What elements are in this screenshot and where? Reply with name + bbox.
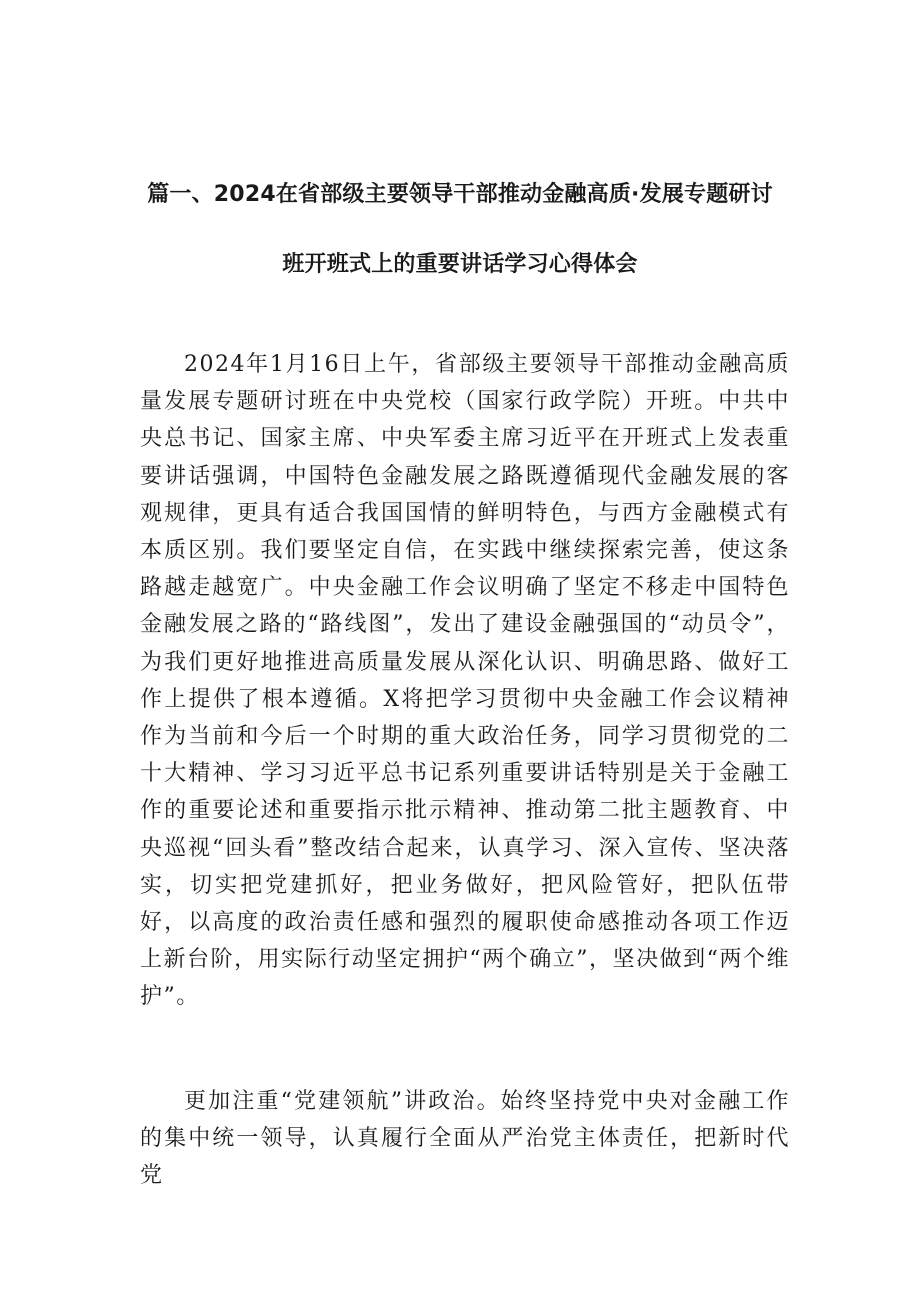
document-title-line-2: 班开班式上的重要讲话学习心得体会 <box>282 252 638 277</box>
document-title-line-1: 篇一、2024在省部级主要领导干部推动金融高质·发展专题研讨 <box>147 182 773 207</box>
body-paragraph-1: 2024年1月16日上午，省部级主要领导干部推动金融高质量发展专题研讨班在中央党校（国家行政学院）开班。中共中央总书记、国家主席、中央军委主席习近平在开班式上发表重要讲话强调，中国特色金融发展之路既遵循现代金融发展的客观规律，更具有适合我国国情的鲜明特色，与西方金融模式有本质区别。我们要坚定自信，在实践中继续探索完善，使这条路越走越宽广。中央金融工作会议明确了坚定不移走中国特色金融发展之路的“路线图”，发出了建设金融强国的“动员令”，为我们更好地推进高质量发展从深化认识、明确思路、做好工作上提供了根本遵循。X将把学习贯彻中央金融工作会议精神作为当前和今后一个时期的重大政治任务，同学习贯彻党的二十大精神、学习习近平总书记系列重要讲话特别是关于金融工作的重要论述和重要指示批示精神、推动第二批主题教育、中央巡视“回头看”整改结合起来，认真学习、深入宣传、坚决落实，切实把党建抓好，把业务做好，把风险管好，把队伍带好，以高度的政治责任感和强烈的履职使命感推动各项工作迈上新台阶，用实际行动坚定拥护“两个确立”，坚决做到“两个维护”。 <box>140 352 790 1010</box>
body-paragraph-2: 更加注重“党建领航”讲政治。始终坚持党中央对金融工作的集中统一领导，认真履行全面从严治党主体责任，把新时代党 <box>140 1089 790 1189</box>
